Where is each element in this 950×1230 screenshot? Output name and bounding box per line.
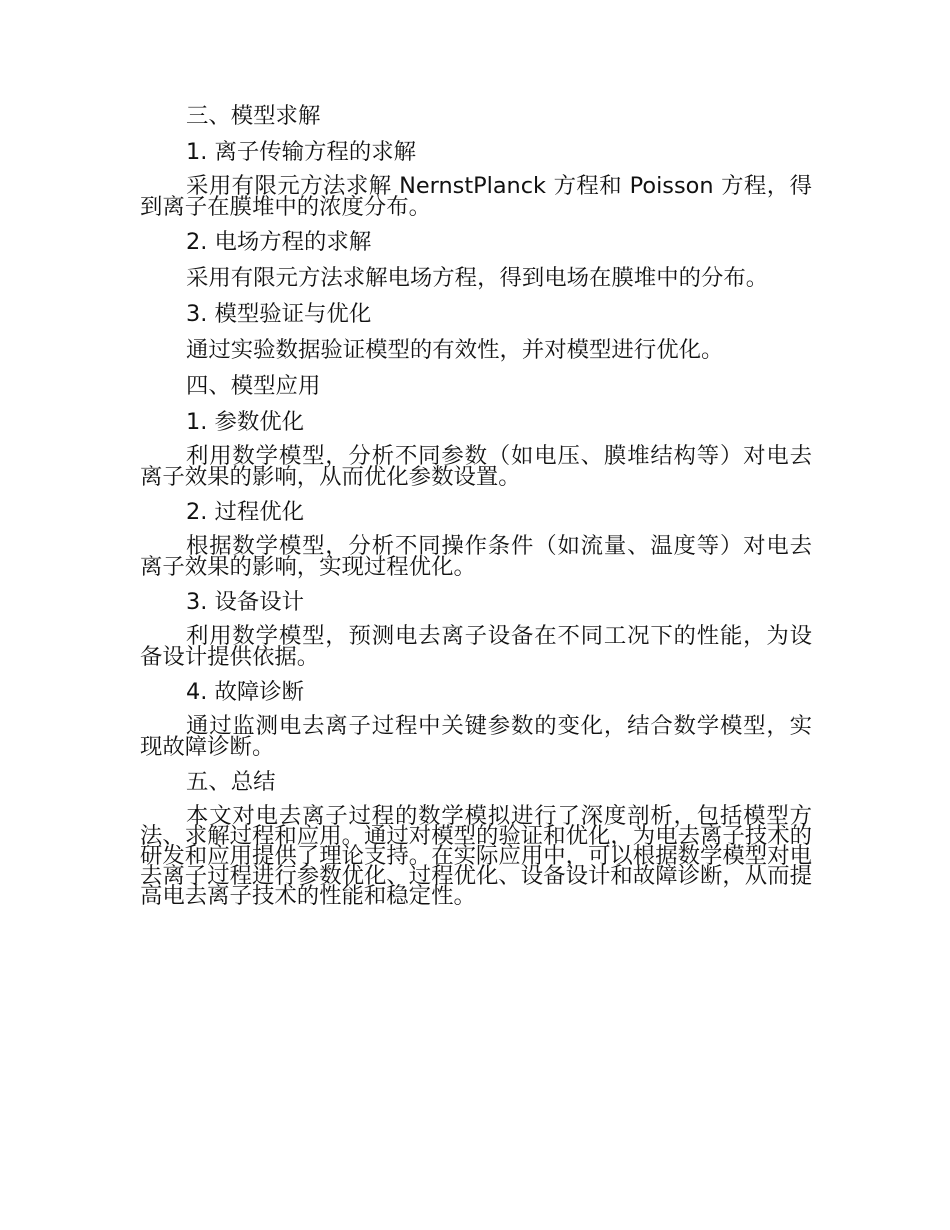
paragraph-fault-diagnosis: 通过监测电去离子过程中关键参数的变化，结合数学模型，实现故障诊断。 — [140, 713, 812, 760]
subheading-fault-diagnosis: 4. 故障诊断 — [186, 679, 305, 705]
paragraph-model-validation: 通过实验数据验证模型的有效性，并对模型进行优化。 — [186, 337, 724, 363]
paragraph-summary: 本文对电去离子过程的数学模拟进行了深度剖析，包括模型方法、求解过程和应用。通过对模型的验证和优化，为电去离子技术的研发和应用提供了理论支持。在实际应用中，可以根据数学模型对电去离子过程进行参数优化、过程优化、设备设计和故障诊断，从而提高电去离子技术的性能和稳定性。 — [140, 803, 812, 909]
section-heading-4: 四、模型应用 — [186, 373, 321, 399]
section-heading-3: 三、模型求解 — [186, 103, 321, 129]
paragraph-process-optimization: 根据数学模型，分析不同操作条件（如流量、温度等）对电去离子效果的影响，实现过程优化。 — [140, 533, 812, 580]
subheading-ion-transport: 1. 离子传输方程的求解 — [186, 139, 416, 165]
section-heading-5: 五、总结 — [186, 769, 276, 795]
paragraph-ion-transport: 采用有限元方法求解 NernstPlanck 方程和 Poisson 方程，得到离子在膜堆中的浓度分布。 — [140, 173, 812, 220]
paragraph-electric-field: 采用有限元方法求解电场方程，得到电场在膜堆中的分布。 — [186, 265, 769, 291]
document-body — [140, 104, 812, 918]
subheading-equipment-design: 3. 设备设计 — [186, 589, 305, 615]
paragraph-parameter-optimization: 利用数学模型，分析不同参数（如电压、膜堆结构等）对电去离子效果的影响，从而优化参数设置。 — [140, 443, 812, 490]
subheading-electric-field: 2. 电场方程的求解 — [186, 229, 372, 255]
subheading-process-optimization: 2. 过程优化 — [186, 499, 305, 525]
subheading-model-validation: 3. 模型验证与优化 — [186, 301, 372, 327]
subheading-parameter-optimization: 1. 参数优化 — [186, 409, 305, 435]
paragraph-equipment-design: 利用数学模型，预测电去离子设备在不同工况下的性能，为设备设计提供依据。 — [140, 623, 812, 670]
